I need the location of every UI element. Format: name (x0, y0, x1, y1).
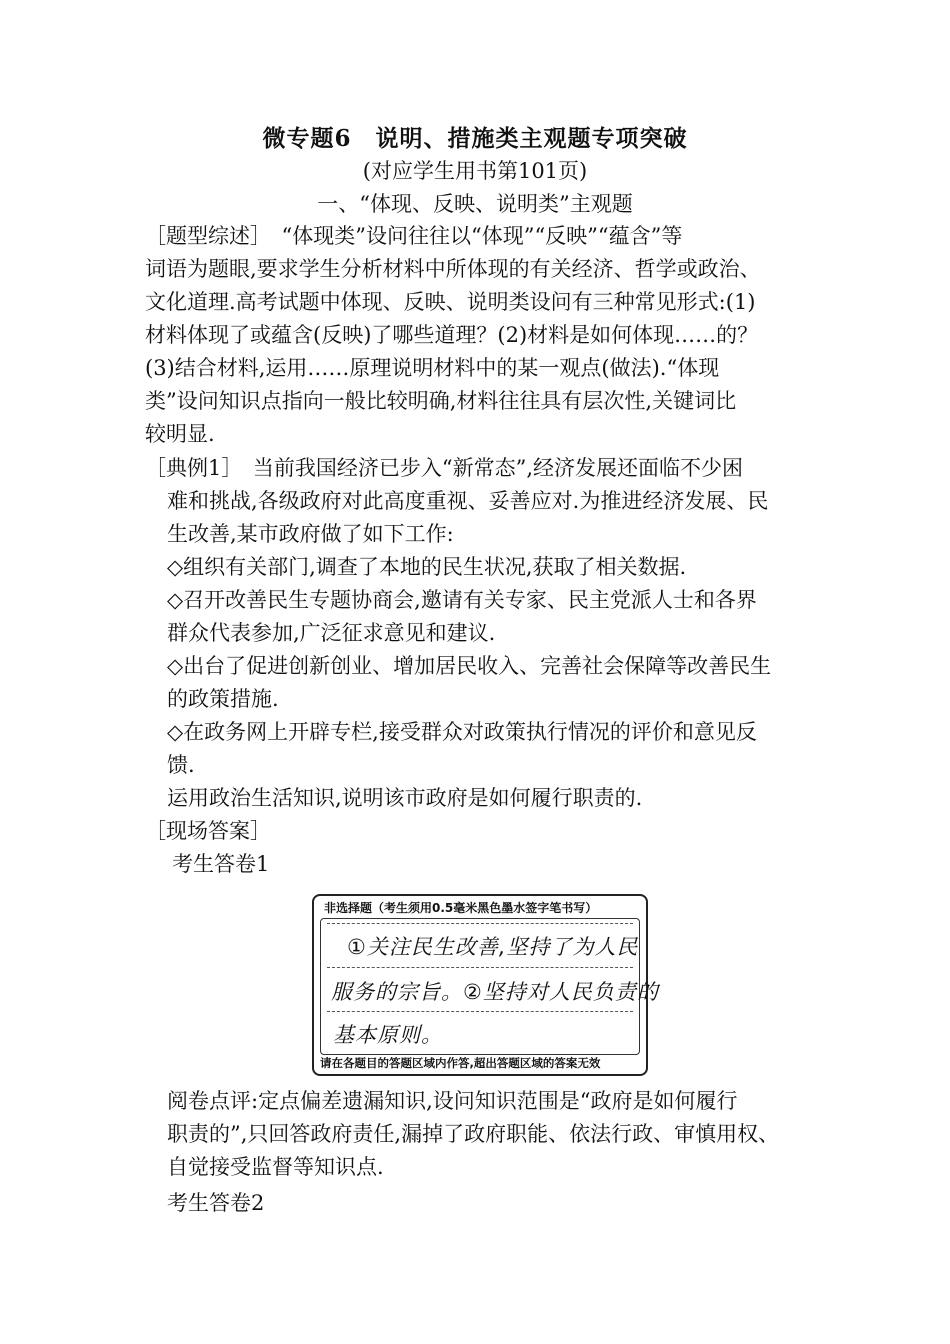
overview-line: 词语为题眼,要求学生分析材料中所体现的有关经济、哲学或政治、 (145, 257, 761, 281)
comment-line: 职责的”,只回答政府责任,漏掉了政府职能、依法行政、审慎用权、 (167, 1122, 780, 1146)
bullet-item: ◇出台了促进创新创业、增加居民收入、完善社会保障等改善民生 (167, 654, 772, 678)
bullet-item: ◇在政务网上开辟专栏,接受群众对政策执行情况的评价和意见反 (167, 720, 757, 744)
answer-sheet-image (312, 894, 659, 1076)
handwritten-line: 服务的宗旨。②坚持对人民负责的 (331, 980, 659, 1004)
dashed-rule (327, 967, 633, 968)
question-line: 运用政治生活知识,说明该市政府是如何履行职责的. (167, 786, 643, 810)
handwritten-line: 基本原则。 (333, 1023, 443, 1047)
overview-paragraph (145, 220, 761, 451)
example-line: 难和挑战,各级政府对此高度重视、妥善应对.为推进经济发展、民 (167, 489, 769, 513)
overview-line: 类”设问知识点指向一般比较明确,材料往往具有层次性,关键词比 (145, 389, 737, 413)
example-line: 生改善,某市政府做了如下工作: (167, 522, 454, 546)
overview-line: 材料体现了或蕴含(反映)了哪些道理？(2)材料是如何体现……的？ (145, 323, 759, 347)
bullet-item: 群众代表参加,广泛征求意见和建议. (167, 621, 496, 645)
comment-paragraph (167, 1085, 779, 1184)
bullet-item: ◇组织有关部门,调查了本地的民生状况,获取了相关数据. (167, 555, 687, 579)
overview-line: 文化道理.高考试题中体现、反映、说明类设问有三种常见形式:(1) (145, 290, 756, 314)
answer-label: ［现场答案］ (145, 819, 271, 843)
dashed-rule (327, 923, 633, 924)
page-subtitle: (对应学生用书第101页) (362, 159, 588, 183)
handwritten-line: ①关注民生改善,坚持了为人民 (347, 935, 639, 959)
answer2-label: 考生答卷2 (167, 1191, 265, 1215)
overview-line: ［题型综述］ “体现类”设问往往以“体现”“反映”“蕴含”等 (145, 224, 683, 248)
bullet-item: 馈. (167, 753, 195, 777)
bullet-item: 的政策措施. (167, 687, 279, 711)
page-title: 微专题6 说明、措施类主观题专项突破 (262, 125, 688, 152)
dashed-rule (327, 1011, 633, 1012)
comment-line: 阅卷点评:定点偏差遗漏知识,设问知识范围是“政府是如何履行 (167, 1089, 738, 1113)
answer-sheet-header: 非选择题（考生须用0.5毫米黑色墨水签字笔书写） (324, 901, 598, 915)
example-paragraph (145, 452, 768, 551)
overview-line: 较明显. (145, 422, 215, 446)
example-line: ［典例1］ 当前我国经济已步入“新常态”,经济发展还面临不少困 (145, 456, 744, 480)
answer-sheet-footer: 请在各题目的答题区域内作答,超出答题区域的答案无效 (320, 1056, 601, 1070)
answer-sheet-body (320, 918, 659, 1055)
overview-line: (3)结合材料,运用……原理说明材料中的某一观点(做法).“体现 (145, 356, 720, 380)
answer1-label: 考生答卷1 (172, 852, 270, 876)
section-heading: 一、“体现、反映、说明类”主观题 (317, 192, 633, 216)
comment-line: 自觉接受监督等知识点. (167, 1155, 384, 1179)
bullet-list (167, 551, 771, 815)
bullet-item: ◇召开改善民生专题协商会,邀请有关专家、民主党派人士和各界 (167, 588, 757, 612)
